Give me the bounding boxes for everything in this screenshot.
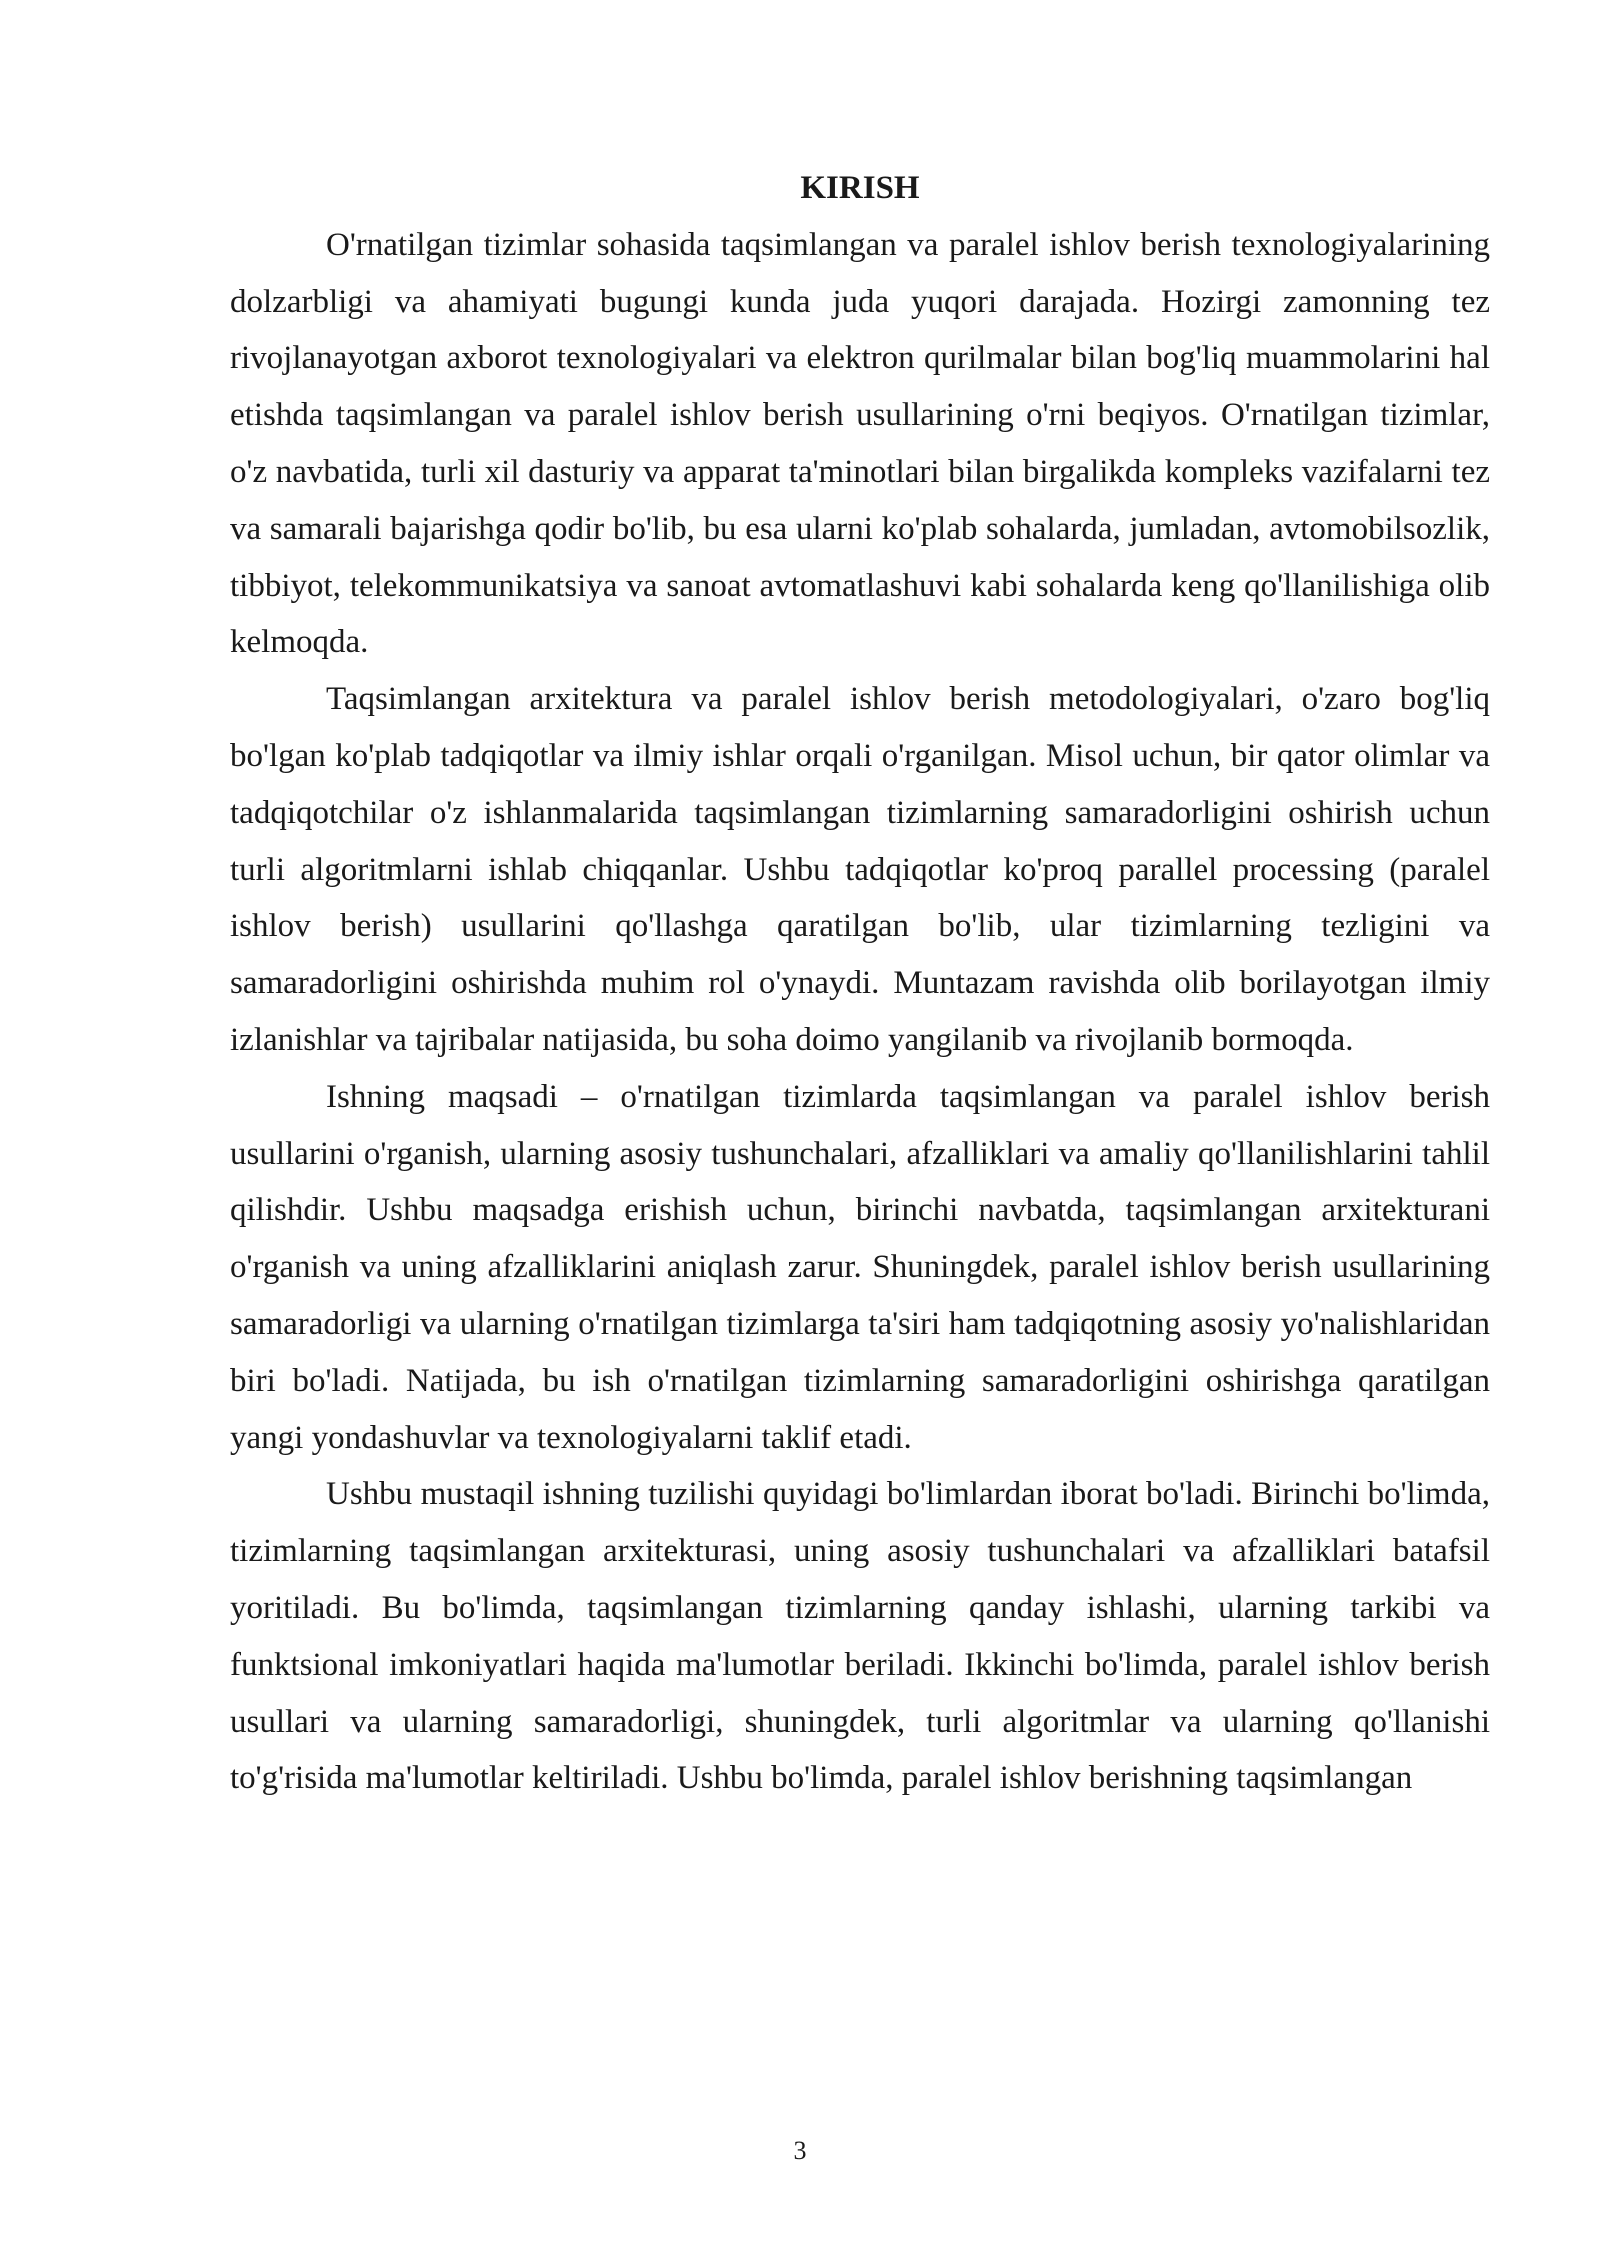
paragraph-structure: Ushbu mustaqil ishning tuzilishi quyidagi bo'limlardan iborat bo'ladi. Birinchi bo'limda, tizimlarning taqsimlangan arxitekturasi, uning asosiy tushunchalari va afzalliklari batafsil yoritiladi. Bu bo'limda, taqsimlangan tizimlarning qanday ishlashi, ularning tarkibi va funktsional imkoniyatlari haqida ma'lumotlar beriladi. Ikkinchi bo'limda, paralel ishlov berish usullari va ularning samaradorligi, shuningdek, turli algoritmlar va ularning qo'llanishi to'g'risida ma'lumotlar keltiriladi. Ushbu bo'limda, paralel ishlov berishning taqsimlangan [230, 1476, 1490, 1797]
page-body [230, 160, 1490, 1807]
paragraph-aim: Ishning maqsadi – o'rnatilgan tizimlarda taqsimlangan va paralel ishlov berish usullarini o'rganish, ularning asosiy tushunchalari, afzalliklari va amaliy qo'llanilishlarini tahlil qilishdir. Ushbu maqsadga erishish uchun, birinchi navbatda, taqsimlangan arxitekturani o'rganish va uning afzalliklarini aniqlash zarur. Shuningdek, paralel ishlov berish usullarining samaradorligi va ularning o'rnatilgan tizimlarga ta'siri ham tadqiqotning asosiy yo'nalishlaridan biri bo'ladi. Natijada, bu ish o'rnatilgan tizimlarning samaradorligini oshirishga qaratilgan yangi yondashuvlar va texnologiyalarni taklif etadi. [230, 1078, 1490, 1456]
paragraph-relevance: O'rnatilgan tizimlar sohasida taqsimlangan va paralel ishlov berish texnologiyalarining dolzarbligi va ahamiyati bugungi kunda juda yuqori darajada. Hozirgi zamonning tez rivojlanayotgan axborot texnologiyalari va elektron qurilmalar bilan bog'liq muammolarini hal etishda taqsimlangan va paralel ishlov berish usullarining o'rni beqiyos. O'rnatilgan tizimlar, o'z navbatida, turli xil dasturiy va apparat ta'minotlari bilan birgalikda kompleks vazifalarni tez va samarali bajarishga qodir bo'lib, bu esa ularni ko'plab sohalarda, jumladan, avtomobilsozlik, tibbiyot, telekommunikatsiya va sanoat avtomatlashuvi kabi sohalarda keng qo'llanilishiga olib kelmoqda. [230, 226, 1490, 661]
page-number: 3 [793, 2136, 807, 2165]
section-title: KIRISH [800, 170, 920, 206]
paragraph-research-review: Taqsimlangan arxitektura va paralel ishlov berish metodologiyalari, o'zaro bog'liq bo'lgan ko'plab tadqiqotlar va ilmiy ishlar orqali o'rganilgan. Misol uchun, bir qator olimlar va tadqiqotchilar o'z ishlanmalarida taqsimlangan tizimlarning samaradorligini oshirish uchun turli algoritmlarni ishlab chiqqanlar. Ushbu tadqiqotlar ko'proq parallel processing (paralel ishlov berish) usullarini qo'llashga qaratilgan bo'lib, ular tizimlarning tezligini va samaradorligini oshirishda muhim rol o'ynaydi. Muntazam ravishda olib borilayotgan ilmiy izlanishlar va tajribalar natijasida, bu soha doimo yangilanib va rivojlanib bormoqda. [230, 681, 1490, 1058]
